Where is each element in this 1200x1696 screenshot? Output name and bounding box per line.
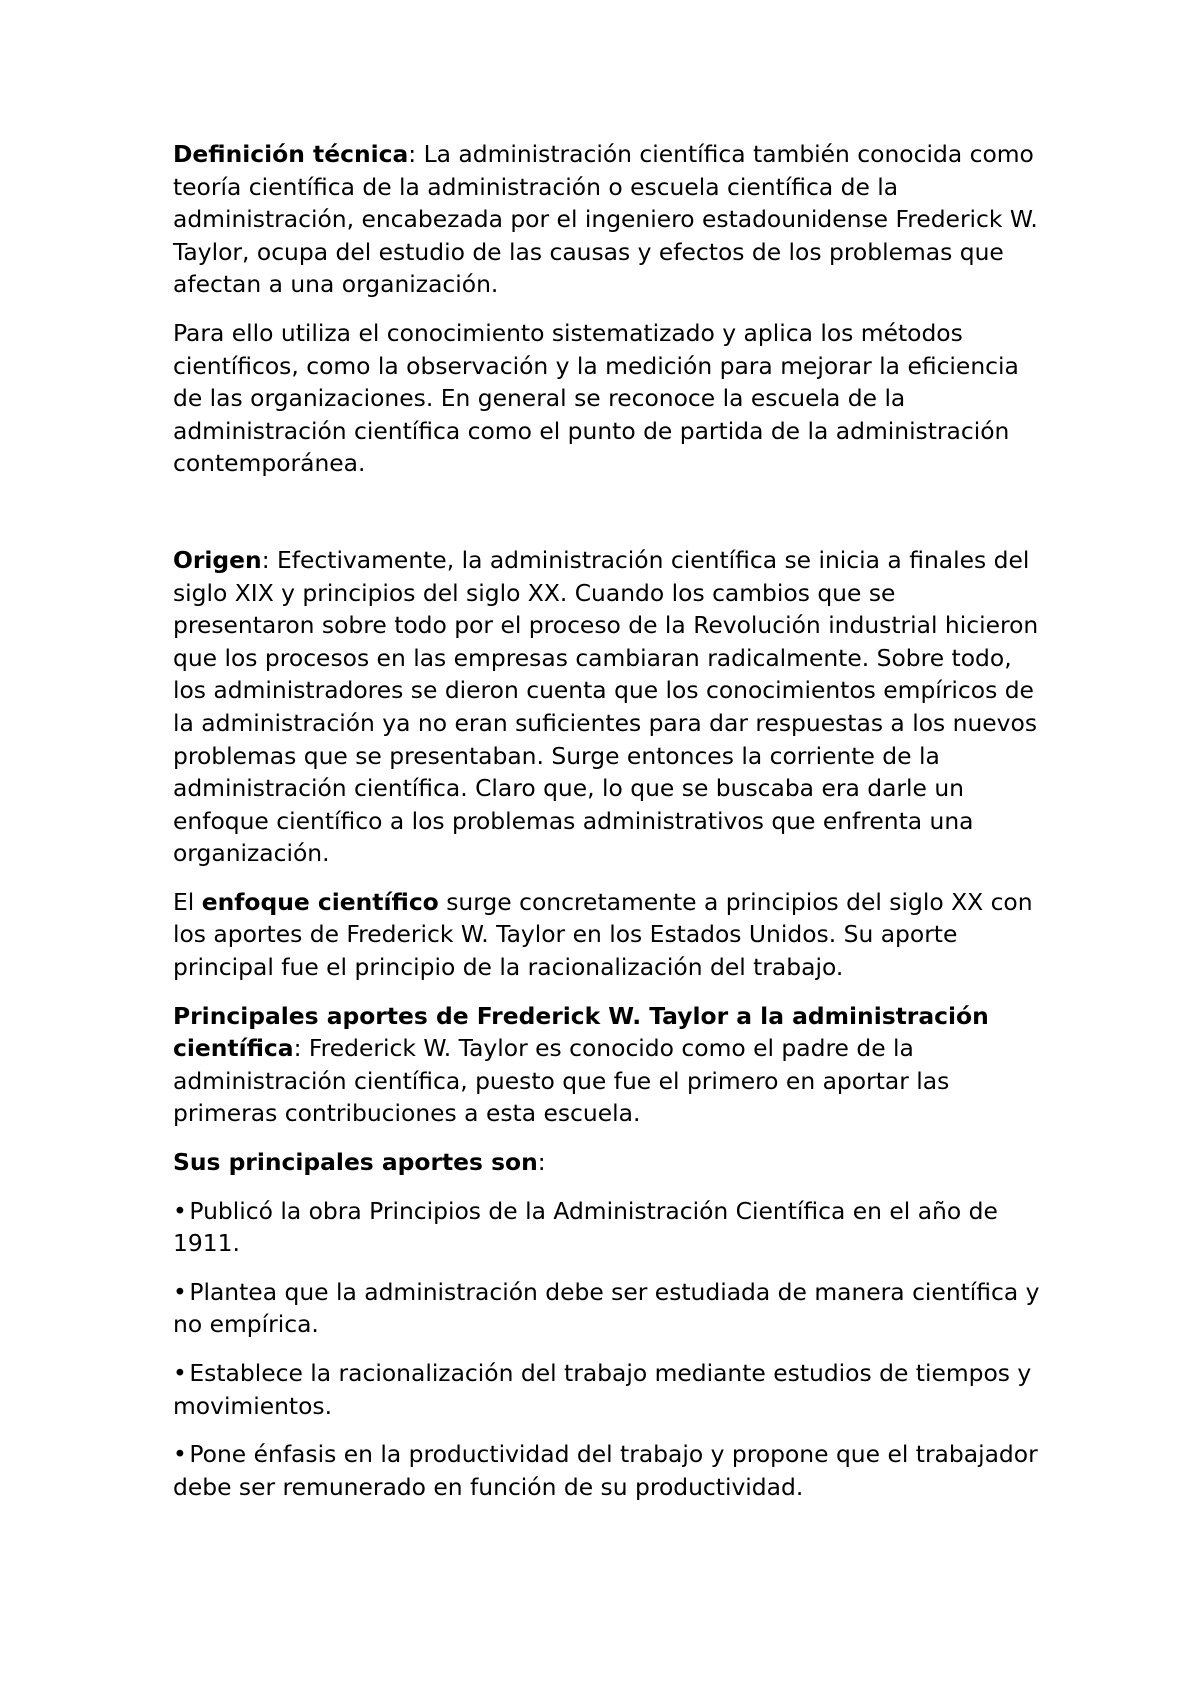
bullet-item [173, 1195, 1043, 1260]
definicion-paragraph [173, 138, 1043, 301]
bullet-item [173, 1438, 1043, 1503]
metodos-text: Para ello utiliza el conocimiento sistematizado y aplica los métodos científicos, como la observación y la medición para mejorar la eficiencia de las organizaciones. En general se reconoce la escuela de la administración científica como el punto de partida de la administración contemporánea. [173, 318, 1019, 478]
origen-paragraph [173, 544, 1043, 870]
bullet-text: Establece la racionalización del trabajo mediante estudios de tiempos y movimientos. [173, 1359, 1032, 1420]
enfoque-paragraph [173, 886, 1043, 984]
definicion-text: La administración científica también conocida como teoría científica de la administración o escuela científica de la administración, encabezada por el ingeniero estadounidense Frederick W. Taylor, ocupa del estudio de las causas y efectos de los problemas que afectan a una organización. [173, 140, 1038, 299]
bullet-icon: • [173, 1359, 187, 1387]
bullet-text: Plantea que la administración debe ser estudiada de manera científica y no empírica. [173, 1277, 1040, 1339]
principales-text: Frederick W. Taylor es conocido como el padre de la administración científica, puesto que fue el primero en aportar las primeras contribuciones a esta escuela. [173, 1034, 950, 1128]
enfoque-text: surge concretamente a principios del siglo XX con los aportes de Frederick W. Taylor en los Estados Unidos. Su aporte principal fue el principio de la racionalización del trabajo. [173, 887, 1033, 982]
bullet-icon: • [173, 1440, 187, 1469]
bullet-item [173, 1276, 1043, 1341]
origen-heading: Origen [173, 545, 262, 574]
definicion-colon: : [408, 140, 417, 168]
principales-paragraph [173, 1000, 1043, 1130]
definicion-heading: Definición técnica [173, 140, 409, 168]
origen-colon: : [261, 545, 270, 574]
sus-aportes-heading: Sus principales aportes son [173, 1148, 538, 1177]
bullet-item [173, 1357, 1043, 1422]
principales-colon: : [293, 1034, 302, 1063]
principales-heading: Principales aportes de Frederick W. Taylor a la administración científica [173, 1001, 989, 1063]
bullet-text: Publicó la obra Principios de la Administración Científica en el año de 1911. [173, 1196, 998, 1258]
bullet-text: Pone énfasis en la productividad del trabajo y propone que el trabajador debe ser remunerado en función de su productividad. [173, 1440, 1038, 1501]
sus-aportes-paragraph [173, 1146, 1043, 1179]
enfoque-bold-term: enfoque científico [201, 887, 439, 916]
sus-aportes-colon: : [537, 1148, 546, 1177]
document-page [173, 138, 1043, 1519]
metodos-paragraph [173, 317, 1043, 480]
enfoque-prefix: El [173, 887, 202, 916]
origen-text: Efectivamente, la administración científica se inicia a finales del siglo XIX y principios del siglo XX. Cuando los cambios que se presentaron sobre todo por el proceso de la Revolución industrial hicieron que los procesos en las empresas cambiaran radicalmente. Sobre todo, los administradores se dieron cuenta que los conocimientos empíricos de la administración ya no eran suficientes para dar respuestas a los nuevos problemas que se presentaban. Surge entonces la corriente de la administración científica. Claro que, lo que se buscaba era darle un enfoque científico a los problemas administrativos que enfrenta una organización. [173, 545, 1039, 868]
bullet-icon: • [173, 1277, 187, 1306]
bullet-icon: • [173, 1196, 187, 1225]
